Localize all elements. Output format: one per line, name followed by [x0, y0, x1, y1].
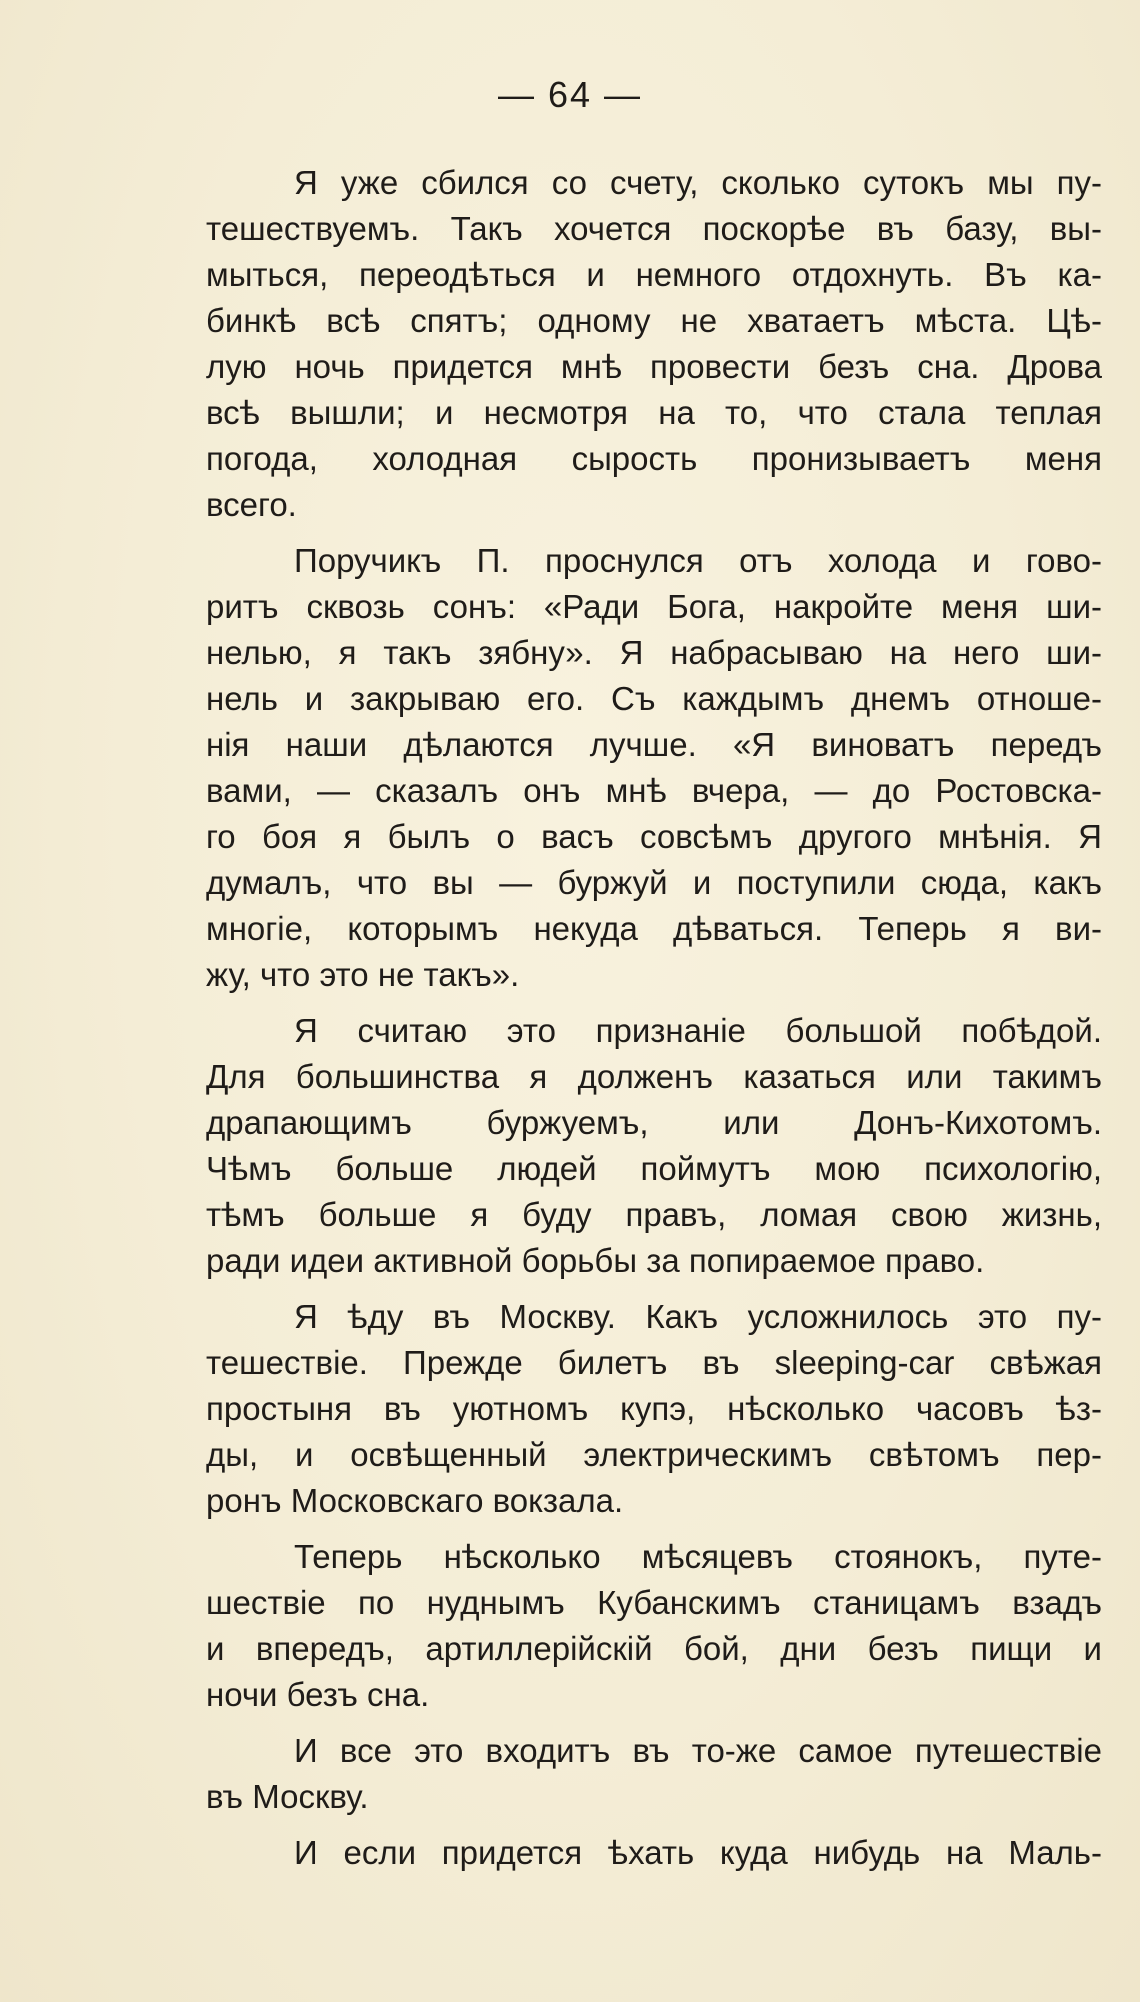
text-line: И все это входитъ въ то-же самое путешествіе: [294, 1732, 1102, 1769]
text-line: всѣ вышли; и несмотря на то, что стала теплая: [206, 394, 1102, 431]
text-line: ночи безъ сна.: [206, 1676, 430, 1713]
page-number: — 64 —: [497, 74, 643, 115]
text-line: въ Москву.: [206, 1778, 369, 1815]
text-line: тешествіе. Прежде билетъ въ sleeping-car свѣжая: [206, 1344, 1102, 1381]
text-line: Поручикъ П. проснулся отъ холода и гово-: [294, 542, 1102, 579]
text-line: тѣмъ больше я буду правъ, ломая свою жизнь,: [206, 1196, 1102, 1233]
paragraph-5: [206, 1534, 1102, 1718]
text-line: вами, — сказалъ онъ мнѣ вчера, — до Ростовска-: [206, 772, 1102, 809]
text-line: ронъ Московскаго вокзала.: [206, 1482, 624, 1519]
text-line: лую ночь придется мнѣ провести безъ сна. Дрова: [206, 348, 1102, 385]
paragraph-3: [206, 1008, 1102, 1284]
text-line: нель и закрываю его. Съ каждымъ днемъ отноше-: [206, 680, 1102, 717]
text-line: Для большинства я долженъ казаться или такимъ: [206, 1058, 1102, 1095]
text-line: бинкѣ всѣ спятъ; одному не хватаетъ мѣста. Цѣ-: [206, 302, 1102, 339]
text-line: ритъ сквозь сонъ: «Ради Бога, накройте меня ши-: [206, 588, 1102, 625]
text-line: нелью, я такъ зябну». Я набрасываю на него ши-: [206, 634, 1102, 671]
text-line: Чѣмъ больше людей поймутъ мою психологію,: [206, 1150, 1102, 1187]
text-line: жу, что это не такъ».: [206, 956, 520, 993]
body-text: [206, 160, 1102, 1886]
text-line: го боя я былъ о васъ совсѣмъ другого мнѣнія. Я: [206, 818, 1102, 855]
text-line: нія наши дѣлаются лучше. «Я виноватъ передъ: [206, 726, 1102, 763]
text-line: ради идеи активной борьбы за попираемое право.: [206, 1242, 985, 1279]
text-line: многіе, которымъ некуда дѣваться. Теперь я ви-: [206, 910, 1102, 947]
text-line: простыня въ уютномъ купэ, нѣсколько часовъ ѣз-: [206, 1390, 1102, 1427]
text-line: всего.: [206, 486, 297, 523]
text-line: и впередъ, артиллерійскій бой, дни безъ пищи и: [206, 1630, 1102, 1667]
text-line: Теперь нѣсколько мѣсяцевъ стоянокъ, путе-: [294, 1538, 1102, 1575]
paragraph-2: [206, 538, 1102, 998]
text-line: шествіе по нуднымъ Кубанскимъ станицамъ взадъ: [206, 1584, 1102, 1621]
text-line: Я уже сбился со счету, сколько сутокъ мы пу-: [294, 164, 1102, 201]
text-line: ды, и освѣщенный электрическимъ свѣтомъ пер-: [206, 1436, 1102, 1473]
text-line: Я считаю это признаніе большой побѣдой.: [294, 1012, 1102, 1049]
paragraph-6: [206, 1728, 1102, 1820]
paragraph-4: [206, 1294, 1102, 1524]
text-line: И если придется ѣхать куда нибудь на Маль-: [294, 1834, 1102, 1871]
text-line: думалъ, что вы — буржуй и поступили сюда, какъ: [206, 864, 1102, 901]
paragraph-1: [206, 160, 1102, 528]
text-line: драпающимъ буржуемъ, или Донъ-Кихотомъ.: [206, 1104, 1102, 1141]
text-line: тешествуемъ. Такъ хочется поскорѣе въ базу, вы-: [206, 210, 1102, 247]
text-line: погода, холодная сырость пронизываетъ меня: [206, 440, 1102, 477]
text-line: Я ѣду въ Москву. Какъ усложнилось это пу-: [294, 1298, 1102, 1335]
text-line: мыться, переодѣться и немного отдохнуть. Въ ка-: [206, 256, 1102, 293]
paragraph-7: [206, 1830, 1102, 1876]
